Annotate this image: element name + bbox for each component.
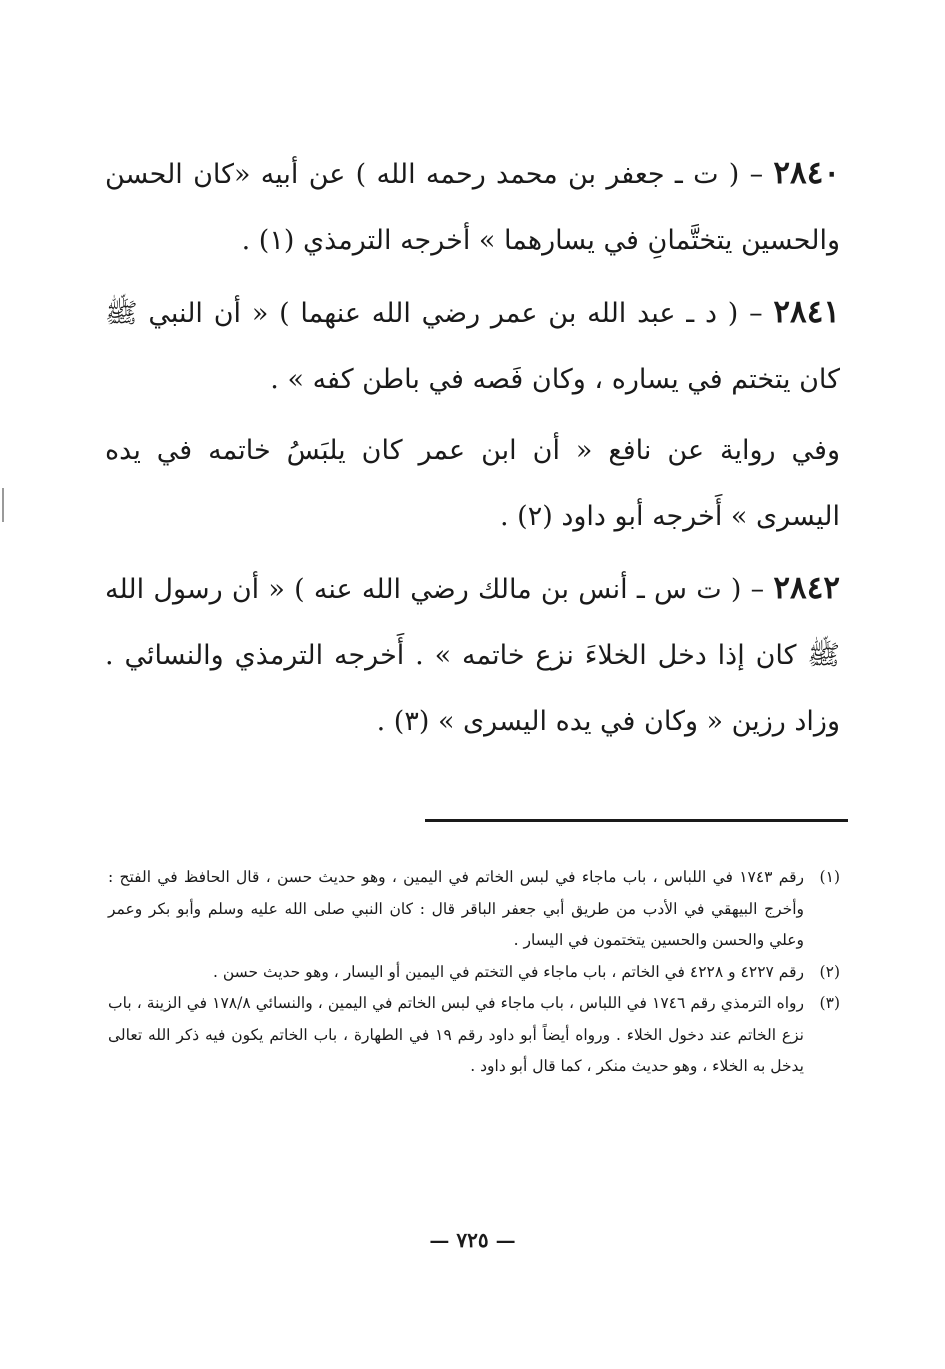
hadith-number: ٢٨٤١	[773, 294, 840, 330]
footnote-3	[108, 988, 840, 1083]
hadith-number: ٢٨٤٠	[773, 155, 840, 191]
hadith-2842	[105, 555, 840, 755]
hadith-text: وفي رواية عن نافع « أن ابن عمر كان يلبَسُ خاتمه في يده اليسرى » أَخرجه أبو داود (٢) .	[105, 435, 840, 532]
footnote-marker: (٣)	[819, 994, 840, 1012]
footnote-text: رقم ٤٢٢٧ و ٤٢٢٨ في الخاتم ، باب ماجاء في التختم في اليمين أو اليسار ، وهو حديث حسن .	[213, 962, 804, 981]
footnote-1	[108, 862, 840, 957]
scan-margin-mark	[2, 488, 4, 522]
hadith-2840	[105, 140, 840, 274]
hadith-text: – ( د ـ عبد الله بن عمر رضي الله عنهما ) « أن النبي ﷺ كان يتختم في يساره ، وكان فَصه في باطن كفه » .	[105, 298, 840, 395]
footnotes	[108, 862, 840, 1083]
hadith-text: – ( ت س ـ أنس بن مالك رضي الله عنه ) « أن رسول الله ﷺ كان إذا دخل الخلاءَ نزع خاتمه » . أَخرجه الترمذي والنسائي . وزاد رزين « وكان في يده اليسرى » (٣) .	[105, 574, 840, 737]
footnote-text: رقم ١٧٤٣ في اللباس ، باب ماجاء في لبس الخاتم في اليمين ، وهو حديث حسن ، قال الحافظ في الفتح : وأخرج البيهقي في الأدب من طريق أبي جعفر الباقر قال : كان النبي صلى الله عليه وسلم وأبو بكر وعمر وعلي والحسن والحسين يتختمون في اليسار .	[108, 868, 804, 949]
hadith-2841	[105, 279, 840, 413]
main-text	[105, 140, 840, 760]
footnote-2	[108, 957, 840, 989]
footnote-text: رواه الترمذي رقم ١٧٤٦ في اللباس ، باب ماجاء في لبس الخاتم في اليمين ، والنسائي ١٧٨/٨ في الزينة ، باب نزع الخاتم عند دخول الخلاء . ورواه أيضاً أبو داود رقم ١٩ في الطهارة ، باب الخاتم يكون فيه ذكر الله تعالى يدخل به الخلاء ، وهو حديث منكر ، كما قال أبو داود .	[108, 994, 805, 1075]
footnote-divider	[425, 819, 848, 822]
hadith-2841-variant	[105, 418, 840, 550]
footnote-marker: (١)	[819, 868, 840, 886]
footnote-marker: (٢)	[819, 962, 840, 981]
hadith-text: – ( ت ـ جعفر بن محمد رحمه الله ) عن أبيه «كان الحسن والحسين يتختَّمانِ في يسارهما » أخرجه الترمذي (١) .	[105, 159, 840, 256]
page-number: — ٧٢٥ —	[429, 1228, 516, 1252]
hadith-number: ٢٨٤٢	[773, 570, 840, 606]
